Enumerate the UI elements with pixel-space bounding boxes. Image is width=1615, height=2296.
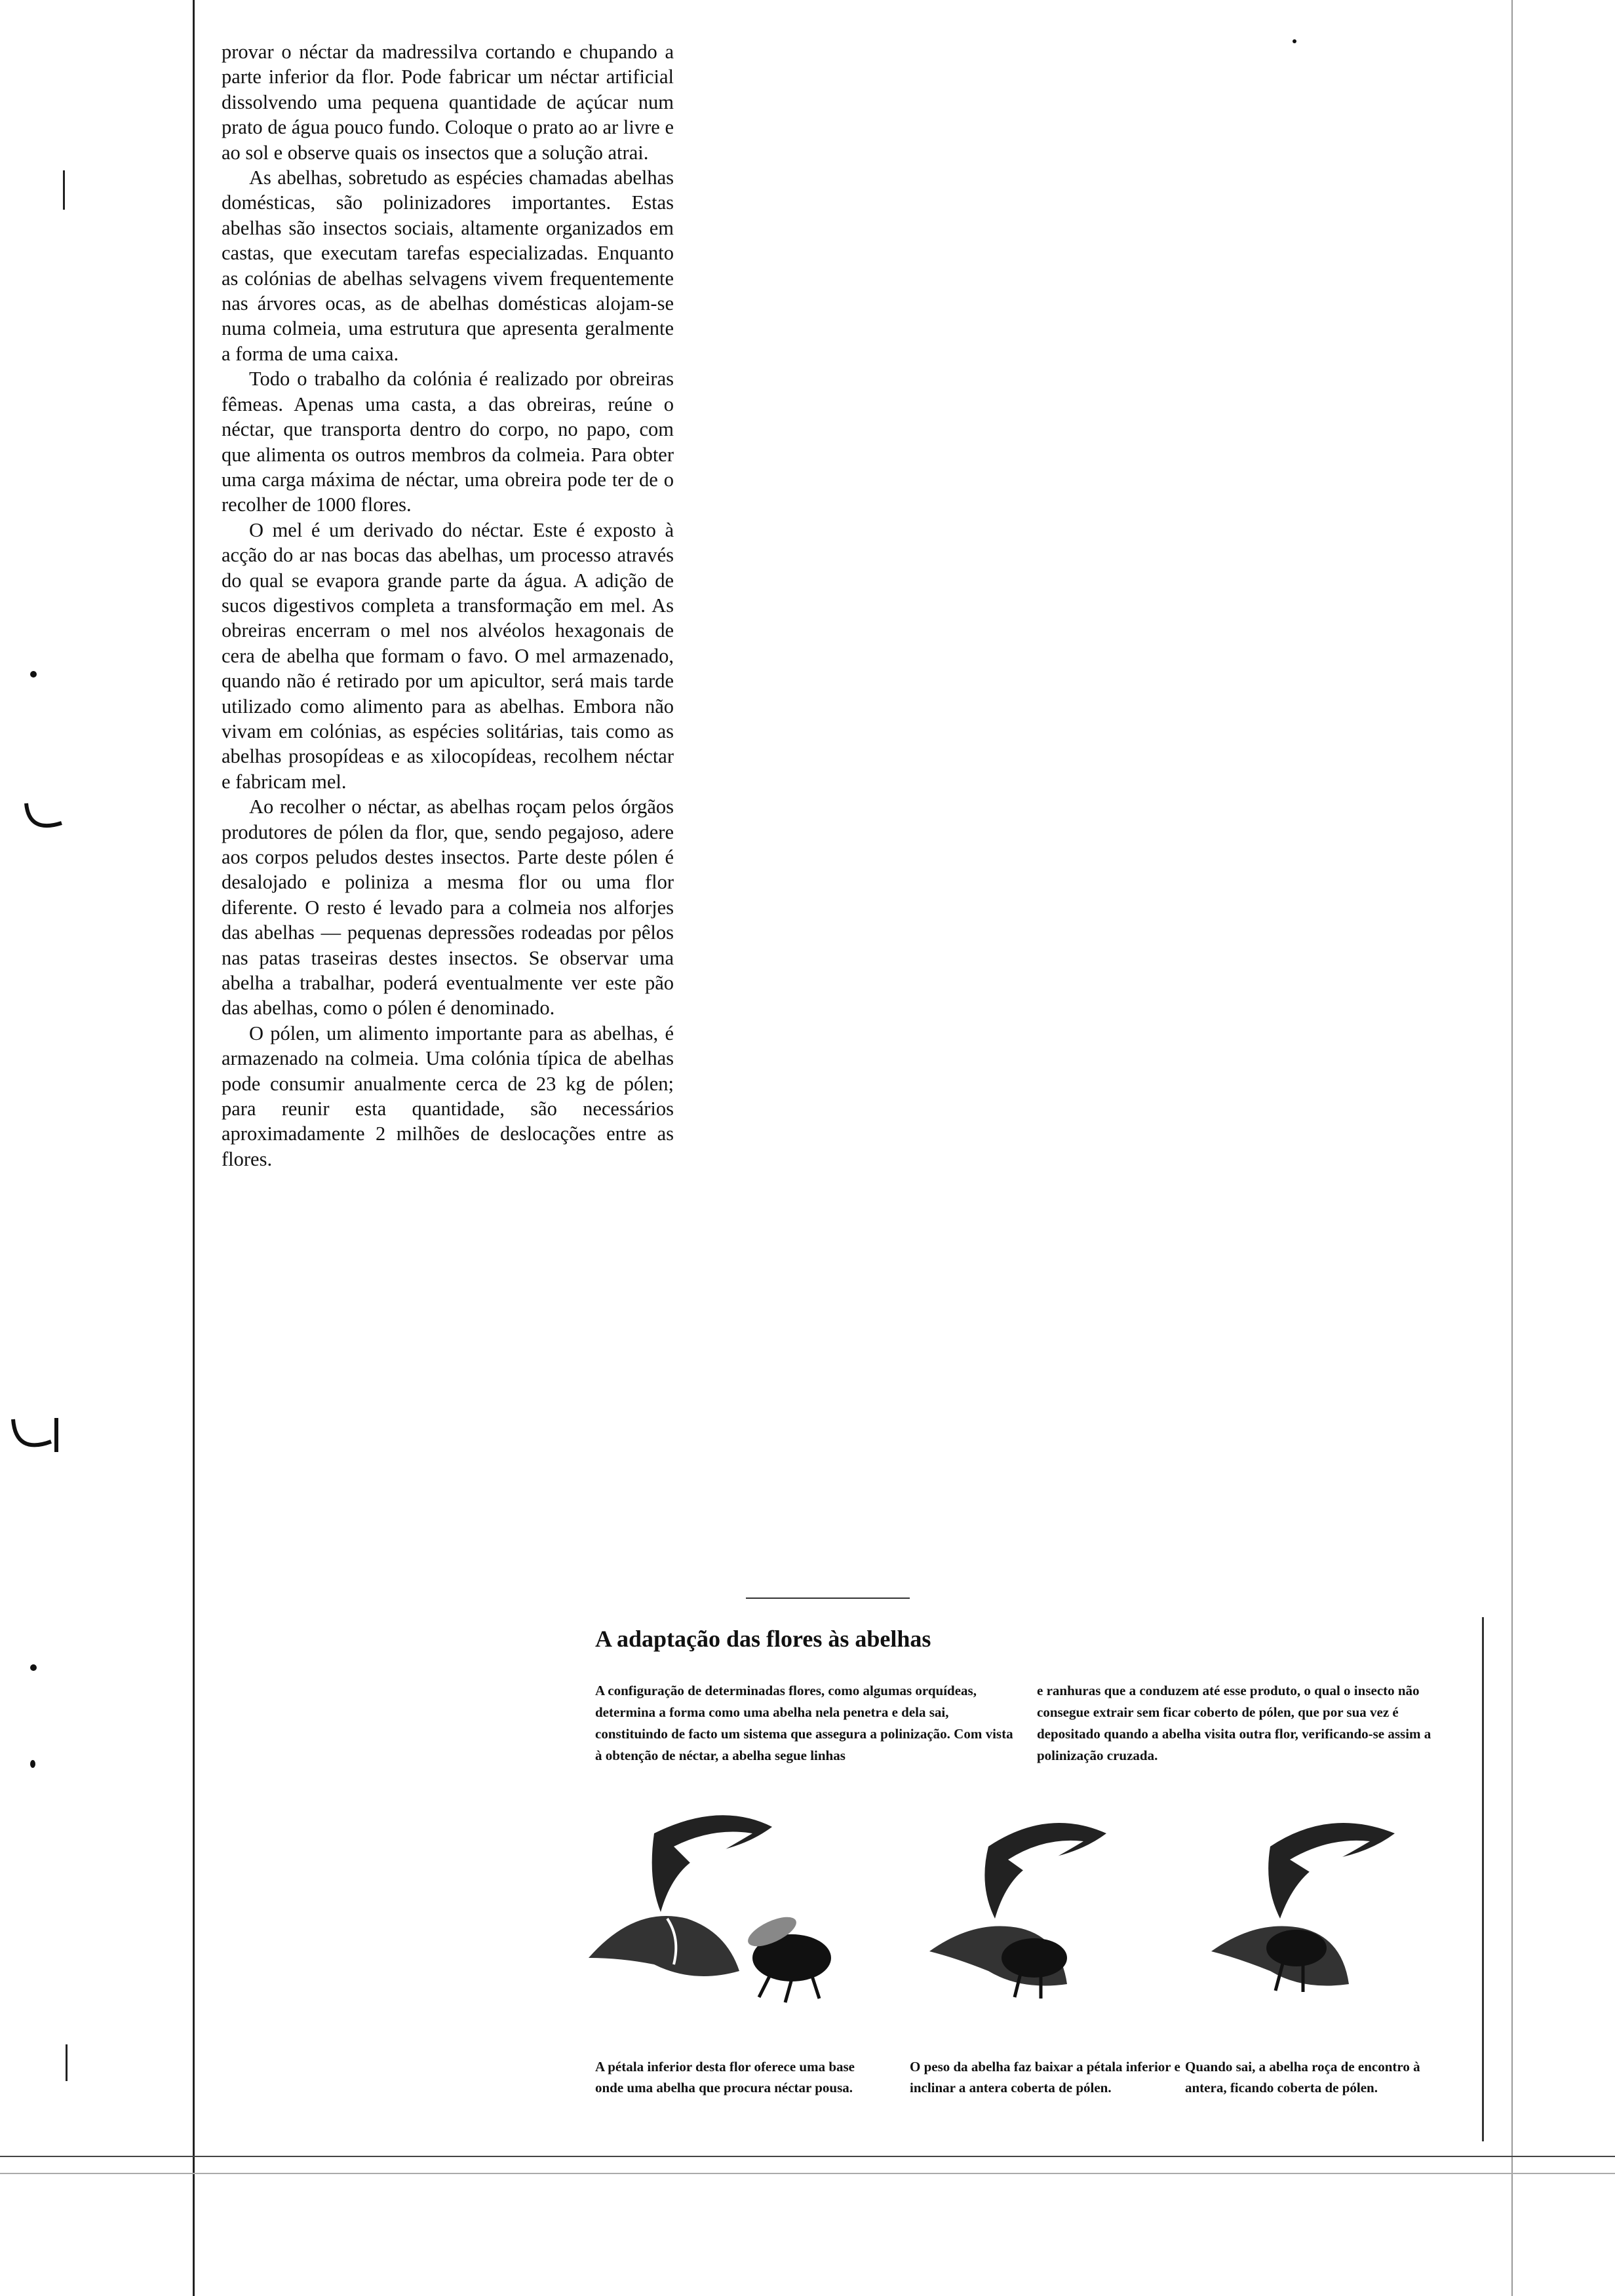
flower-adaptation-box (562, 1598, 1484, 2145)
binder-ring-mark (9, 1415, 62, 1461)
box-top-rule (746, 1598, 910, 1599)
right-scan-line (1511, 0, 1513, 2296)
paragraph: provar o néctar da madressilva cortando e chupando a parte inferior da flor. Pode fabricar um néctar artificial dissolvendo uma pequena quantidade de açúcar num prato de água pouco fundo. Coloque o prato ao ar livre e ao sol e observe quais os insectos que a solução atrai. (222, 41, 674, 164)
box-right-rule (1482, 1617, 1484, 2141)
margin-mark (63, 170, 65, 210)
bottom-scan-line-2 (0, 2173, 1615, 2174)
flower-bee-illustration-1 (575, 1807, 857, 2004)
flower-bee-illustration-2 (910, 1807, 1192, 2004)
illustration-caption-2: O peso da abelha faz baixar a pétala inferior e inclinar a antera coberta de pólen. (910, 2059, 1180, 2095)
margin-dot (30, 1760, 35, 1768)
margin-dot (1293, 39, 1296, 43)
paragraph: Ao recolher o néctar, as abelhas roçam pelos órgãos produtores de pólen da flor, que, sendo pegajoso, adere aos corpos peludos destes insectos. Parte deste pólen é desalojado e poliniza a mesma flor ou uma flor diferente. O resto é levado para a colmeia nos alforjes das abelhas — pequenas depressões rodeadas por pêlos nas patas traseiras destes insectos. Se observar uma abelha a trabalhar, poderá eventualmente ver este pão das abelhas, como o pólen é denominado. (222, 795, 674, 1020)
binder-ring-mark (22, 799, 68, 839)
flower-bee-illustration-3 (1198, 1807, 1480, 2004)
paragraph: As abelhas, sobretudo as espécies chamadas abelhas domésticas, são polinizadores importantes. Estas abelhas são insectos sociais, altamente organizados em castas, que executam tarefas especializadas. Enquanto as colónias de abelhas selvagens vivem frequentemente nas árvores ocas, as de abelhas domésticas alojam-se numa colmeia, uma estrutura que apresenta geralmente a forma de uma caixa. (222, 166, 674, 365)
box-intro-left: A configuração de determinadas flores, como algumas orquídeas, determina a forma como uma abelha nela penetra e dela sai, constituindo de facto um sistema que assegura a polinização. Com vista à obtenção de néctar, a abelha segue linhas (595, 1683, 1013, 1763)
illustration-caption-1: A pétala inferior desta flor oferece uma base onde uma abelha que procura néctar pousa. (595, 2059, 855, 2095)
paragraph: O mel é um derivado do néctar. Este é exposto à acção do ar nas bocas das abelhas, um processo através do qual se evapora grande parte da água. A adição de sucos digestivos completa a transformação em mel. As obreiras encerram o mel nos alvéolos hexagonais de cera de abelha que formam o favo. O mel armazenado, quando não é retirado por um apicultor, será mais tarde utilizado como alimento para as abelhas. Embora não vivam em colónias, as espécies solitárias, tais como as abelhas prosopídeas e as xilocopídeas, recolhem néctar e fabricam mel. (222, 518, 674, 793)
bottom-scan-line (0, 2156, 1615, 2157)
paragraph: Todo o trabalho da colónia é realizado por obreiras fêmeas. Apenas uma casta, a das obreiras, reúne o néctar, que transporta dentro do corpo, no papo, com que alimenta os outros membros da colmeia. Para obter uma carga máxima de néctar, uma obreira pode ter de o recolher de 1000 flores. (222, 368, 674, 516)
margin-dot (30, 671, 37, 678)
box-intro-right: e ranhuras que a conduzem até esse produto, o qual o insecto não consegue extrair sem ficar coberto de pólen, que por sua vez é depositado quando a abelha visita outra flor, verificando-se assim a polinização cruzada. (1037, 1683, 1431, 1763)
left-scan-line (193, 0, 195, 2296)
box-title: A adaptação das flores às abelhas (595, 1626, 931, 1652)
article-text (222, 39, 674, 1172)
margin-dot (30, 1664, 37, 1671)
margin-mark (66, 2044, 68, 2081)
paragraph: O pólen, um alimento importante para as abelhas, é armazenado na colmeia. Uma colónia típica de abelhas pode consumir anualmente cerca de 23 kg de pólen; para reunir esta quantidade, são necessários aproximadamente 2 milhões de deslocações entre as flores. (222, 1022, 674, 1170)
illustration-caption-3: Quando sai, a abelha roça de encontro à antera, ficando coberta de pólen. (1185, 2059, 1420, 2095)
